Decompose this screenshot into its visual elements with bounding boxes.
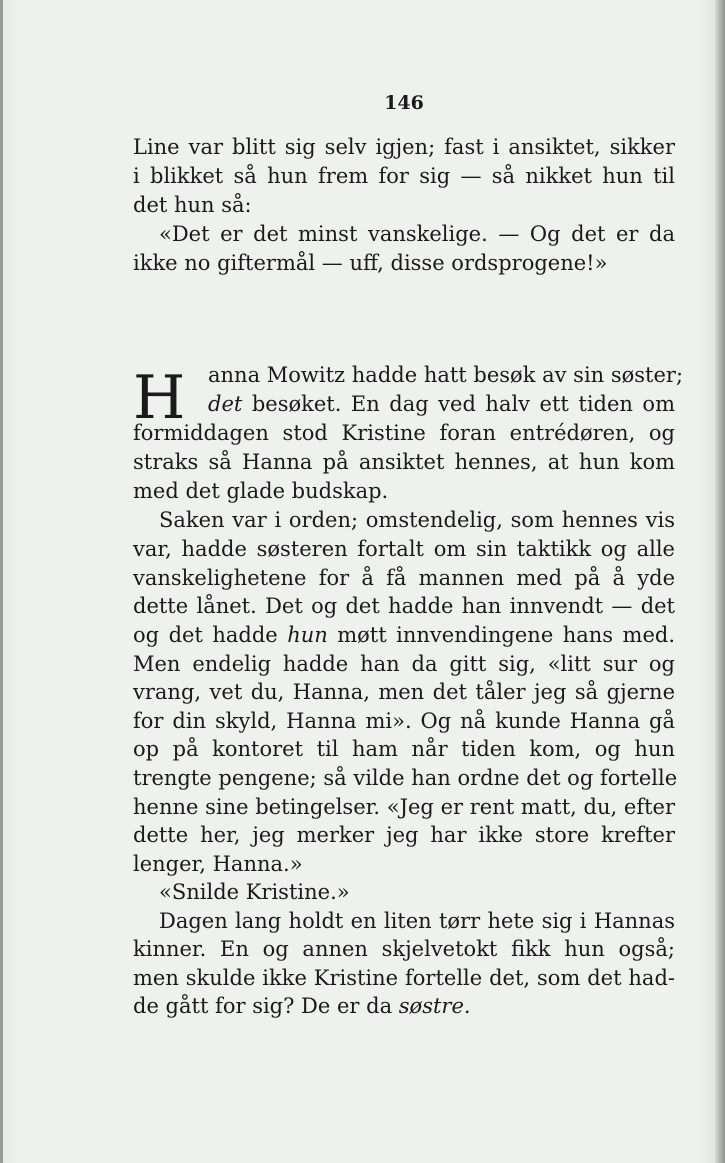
text-line: i blikket så hun frem for sig — så nikket hun til: [133, 164, 675, 188]
text-line: med det glade budskap.: [133, 479, 389, 503]
text-line: det hun så:: [133, 193, 252, 217]
emphasis: hun: [287, 623, 328, 647]
emphasis: det: [208, 392, 243, 416]
text-line: henne sine betingelser. «Jeg er rent matt, du, efter: [133, 795, 675, 819]
text-line: «Snilde Kristine.»: [159, 880, 350, 904]
text-line: vanskelighetene for å få mannen med på å yde: [133, 566, 675, 590]
text-line: for din skyld, Hanna mi». Og nå kunde Hanna gå: [133, 709, 675, 733]
text-line: formiddagen stod Kristine foran entrédøren, og: [133, 421, 675, 445]
text-line: det besøket. En dag ved halv ett tiden om: [208, 392, 675, 416]
text-line: men skulde ikke Kristine fortelle det, som det had-: [133, 966, 675, 990]
text-line: og det hadde hun møtt innvendingene hans med.: [133, 623, 676, 647]
text-line: Saken var i orden; omstendelig, som hennes vis: [159, 508, 675, 532]
emphasis: søstre.: [398, 994, 471, 1018]
text-line: Men endelig hadde han da gitt sig, «litt sur og: [133, 652, 675, 676]
text-line: anna Mowitz hadde hatt besøk av sin søster;: [208, 363, 684, 387]
text-line: vrang, vet du, Hanna, men det tåler jeg så gjerne: [133, 680, 675, 704]
page-number: 146: [384, 92, 424, 114]
text-line: Line var blitt sig selv igjen; fast i ansiktet, sikker: [133, 135, 675, 159]
text-line: straks så Hanna på ansiktet hennes, at hun kom: [133, 450, 675, 474]
page-edge-right: [715, 0, 725, 1163]
text-line: Dagen lang holdt en liten tørr hete sig i Hannas: [159, 909, 675, 933]
text-line: trengte pengene; så vilde han ordne det og fortelle: [133, 766, 678, 790]
drop-cap: H: [133, 363, 186, 433]
text-line: de gått for sig? De er da søstre.: [133, 994, 471, 1018]
text-line: dette her, jeg merker jeg har ikke store krefter: [133, 823, 675, 847]
text-line: op på kontoret til ham når tiden kom, og hun: [133, 737, 675, 761]
page-edge-left: [0, 0, 3, 1163]
text-line: «Det er det minst vanskelige. — Og det er da: [159, 222, 675, 246]
text-line: lenger, Hanna.»: [133, 852, 303, 876]
text-line: ikke no giftermål — uff, disse ordsprogene!»: [133, 251, 608, 275]
text-line: dette lånet. Det og det hadde han innvendt — det: [133, 594, 675, 618]
text-line: kinner. En og annen skjelvetokt fikk hun også;: [133, 937, 675, 961]
text-line: var, hadde søsteren fortalt om sin taktikk og alle: [133, 537, 675, 561]
